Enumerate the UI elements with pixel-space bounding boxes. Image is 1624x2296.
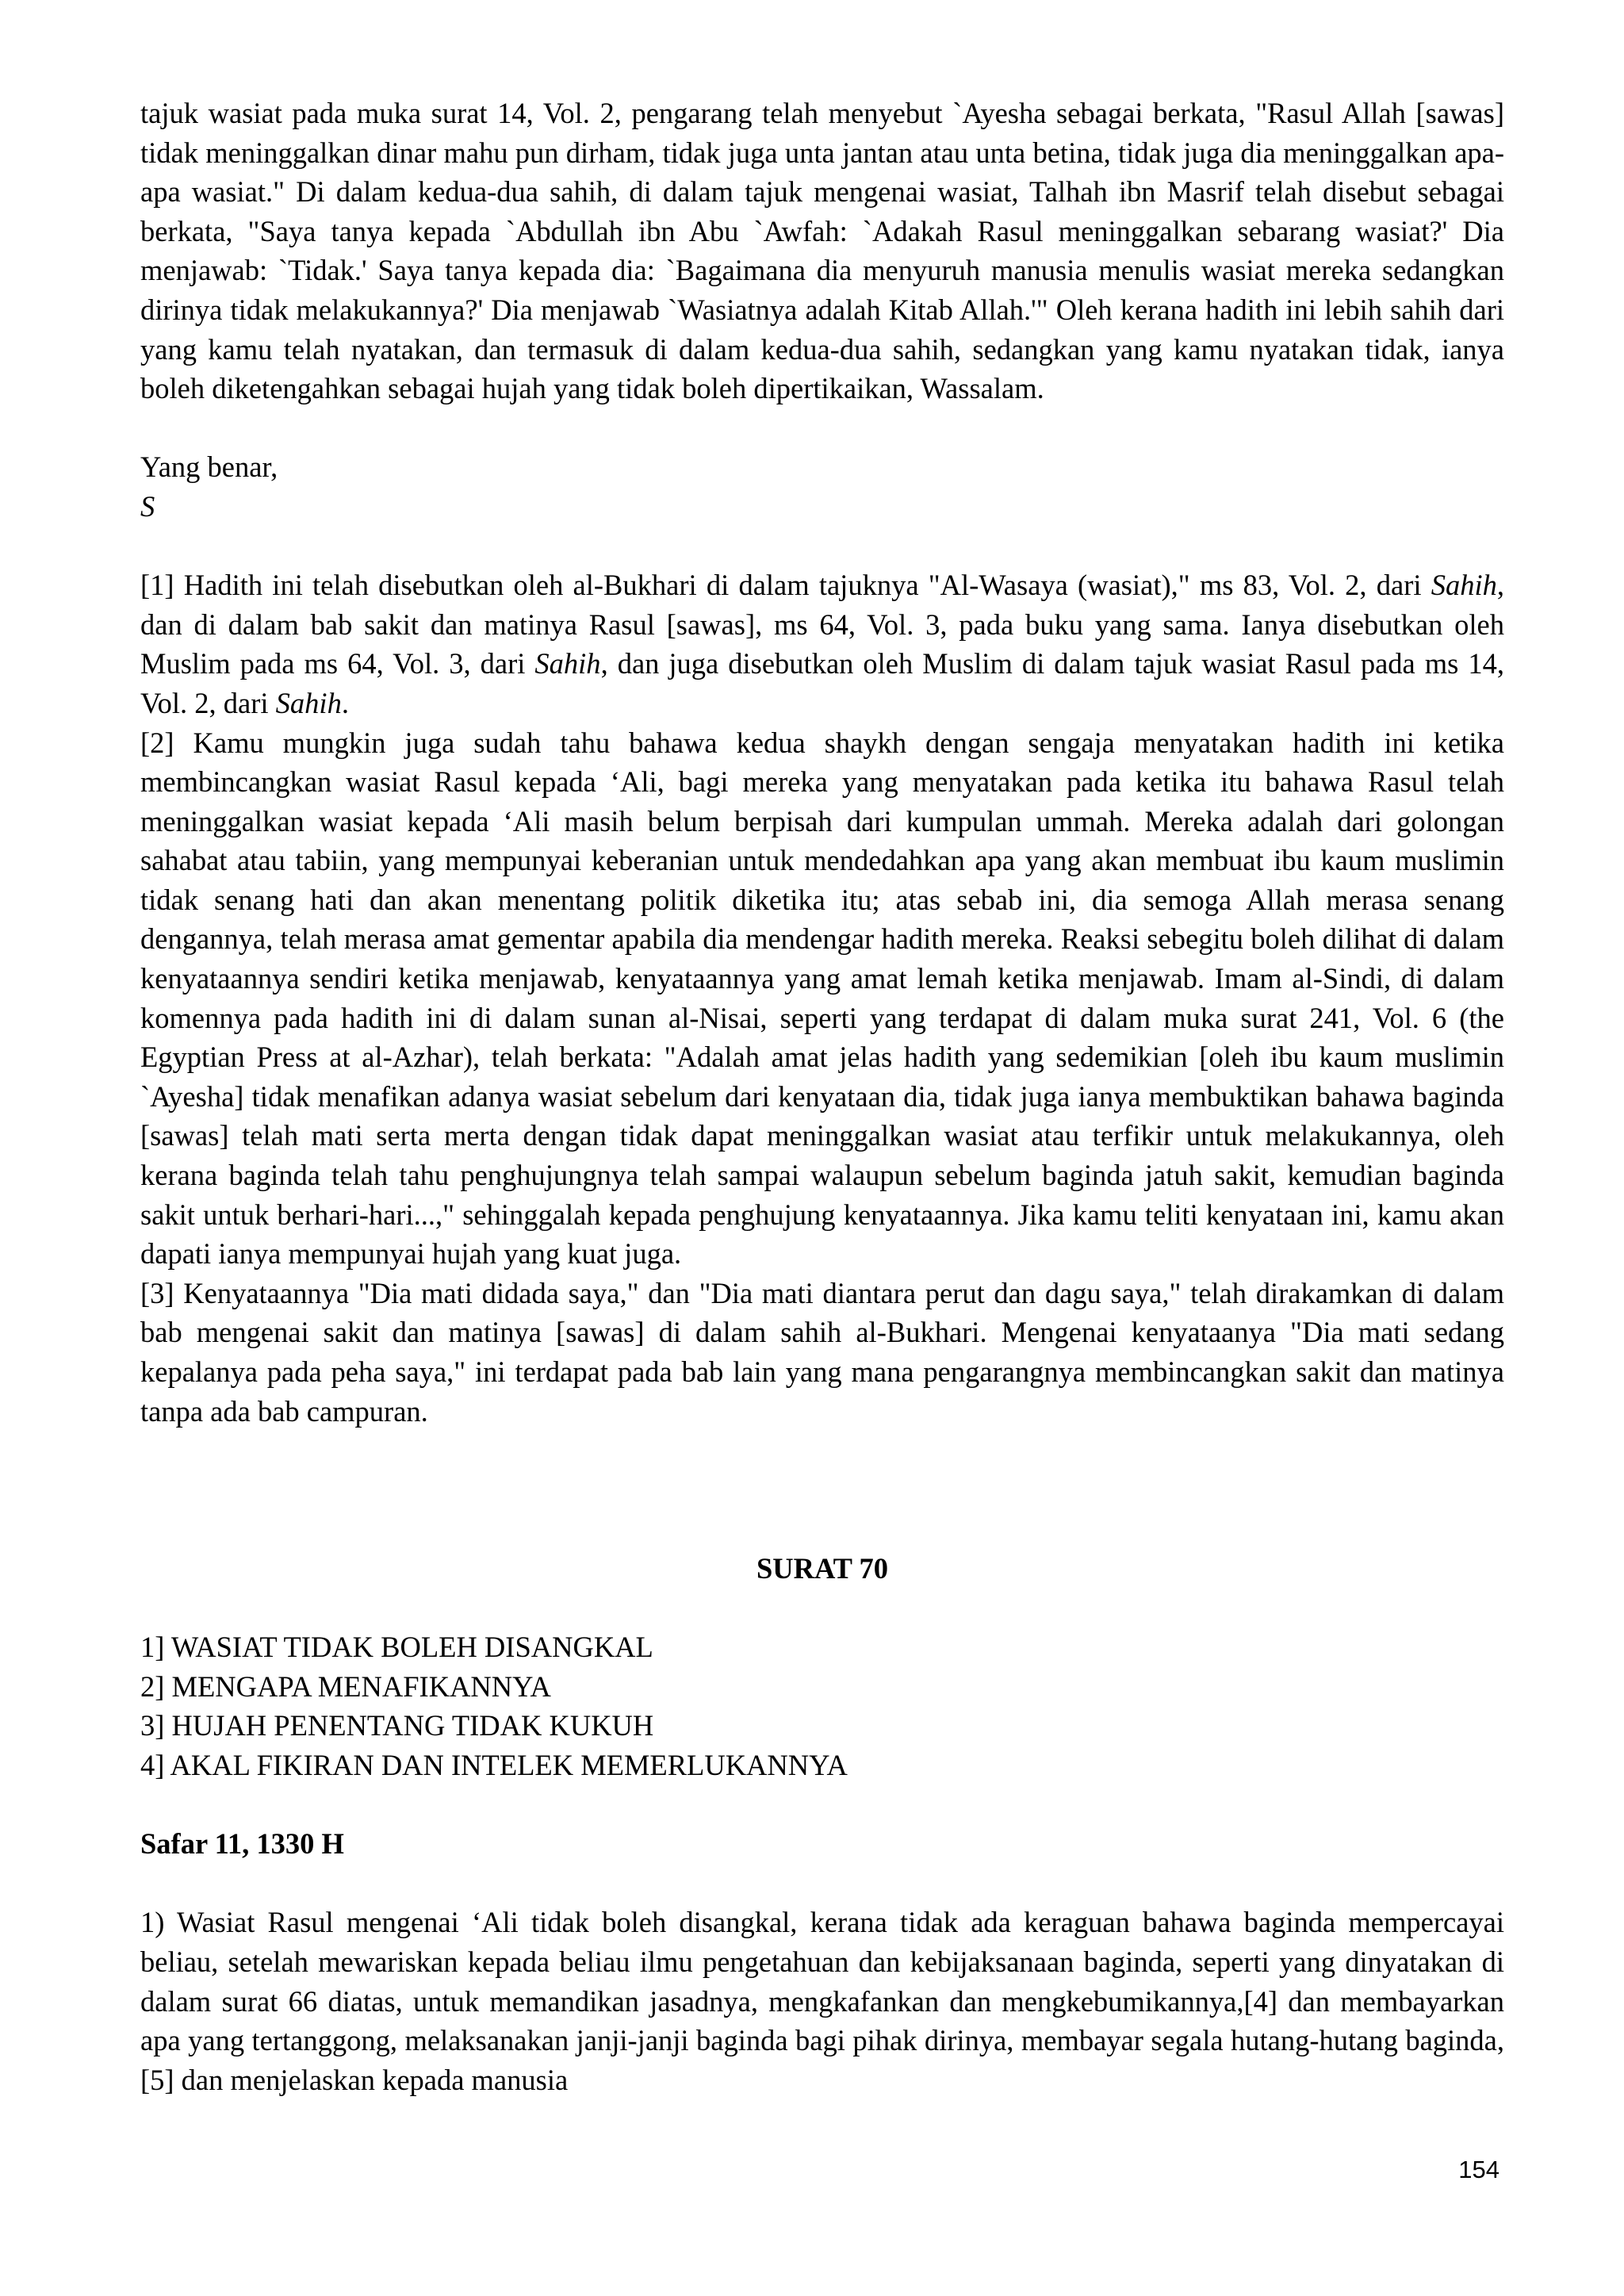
topic-list: [140, 1627, 1504, 1784]
footnote-1-text-b: , dan di dalam bab sakit dan matinya Rasul [sawas], ms 64, Vol. 3, pada buku yang sama. Ianya disebutkan oleh Muslim pada ms 64, Vol. 3, dari: [140, 569, 1504, 680]
spacer: [140, 1785, 1504, 1825]
footnote-2: [2] Kamu mungkin juga sudah tahu bahawa kedua shaykh dengan sengaja menyatakan hadith ini ketika membincangkan wasiat Rasul kepada ‘Ali, bagi mereka yang menyatakan pada ketika itu bahawa Rasul telah meninggalkan wasiat kepada ‘Ali masih belum berpisah dari kumpulan ummah. Mereka adalah dari golongan sahabat atau tabiin, yang mempunyai keberanian untuk mendedahkan apa yang akan membuat ibu kaum muslimin tidak senang hati dan akan menentang politik diketika itu; atas sebab ini, dia semoga Allah merasa senang dengannya, telah merasa amat gementar apabila dia mendengar hadith mereka. Reaksi sebegitu boleh dilihat di dalam kenyataannya sendiri ketika menjawab, kenyataannya yang amat lemah ketika menjawab. Imam al-Sindi, di dalam komennya pada hadith ini di dalam sunan al-Nisai, seperti yang terdapat di dalam muka surat 241, Vol. 6 (the Egyptian Press at al-Azhar), telah berkata: "Adalah amat jelas hadith yang sedemikian [oleh ibu kaum muslimin `Ayesha] tidak menafikan adanya wasiat sebelum dari kenyataan dia, tidak juga ianya membuktikan bahawa baginda [sawas] telah mati serta merta dengan tidak dapat meninggalkan wasiat atau terfikir untuk melakukannya, oleh kerana baginda telah tahu penghujungnya telah sampai walaupun sebelum baginda jatuh sakit, kemudian baginda sakit untuk berhari-hari...," sehinggalah kepada penghujung kenyataannya. Jika kamu teliti kenyataan ini, kamu akan dapati ianya mempunyai hujah yang kuat juga.: [140, 726, 1504, 1271]
section-body-paragraph: 1) Wasiat Rasul mengenai ‘Ali tidak boleh disangkal, kerana tidak ada keraguan bahawa baginda mempercayai beliau, setelah mewariskan kepada beliau ilmu pengetahuan dan kebijaksanaan baginda, seperti yang dinyatakan di dalam surat 66 diatas, untuk memandikan jasadnya, mengkafankan dan mengkebumikannya,[4] dan membayarkan apa yang tertanggong, melaksanakan janji-janji baginda bagi pihak dirinya, membayar segala hutang-hutang baginda,[5] dan menjelaskan kepada manusia: [140, 1906, 1504, 2096]
document-page: [140, 94, 1504, 2099]
letter-date: Safar 11, 1330 H: [140, 1827, 344, 1861]
footnote-1-book-title: Sahih: [275, 686, 342, 719]
spacer: [140, 1589, 1504, 1628]
footnote-1-text-c: , dan juga disebutkan oleh Muslim di dalam tajuk wasiat Rasul pada ms 14, Vol. 2, dari: [140, 647, 1504, 719]
letter-signature: S: [140, 489, 155, 523]
footnote-1: [140, 565, 1504, 723]
footnote-3: [3] Kenyataannya "Dia mati didada saya," dan "Dia mati diantara perut dan dagu saya," telah dirakamkan di dalam bab mengenai sakit dan matinya [sawas] di dalam sahih al-Bukhari. Mengenai kenyataanya "Dia mati sedang kepalanya pada peha saya," ini terdapat pada bab lain yang mana pengarangnya membincangkan sakit dan matinya tanpa ada bab campuran.: [140, 1276, 1504, 1428]
spacer: [140, 527, 1504, 566]
footnote-1-book-title: Sahih: [534, 647, 601, 680]
spacer: [140, 408, 1504, 448]
topic-item: 3] HUJAH PENENTANG TIDAK KUKUH: [140, 1709, 654, 1742]
section-title: SURAT 70: [756, 1551, 888, 1585]
spacer: [140, 1864, 1504, 1903]
footnote-1-text-d: .: [341, 686, 349, 719]
topic-item: 1] WASIAT TIDAK BOLEH DISANGKAL: [140, 1631, 653, 1664]
footnote-1-text-a: [1] Hadith ini telah disebutkan oleh al-Bukhari di dalam tajuknya "Al-Wasaya (wasiat)," ms 83, Vol. 2, dari: [140, 569, 1431, 602]
topic-item: 4] AKAL FIKIRAN DAN INTELEK MEMERLUKANNYA: [140, 1748, 848, 1781]
page-number: 154: [1458, 2156, 1500, 2183]
spacer: [140, 1431, 1504, 1549]
footnote-1-book-title: Sahih: [1431, 569, 1497, 602]
letter-body-paragraph: tajuk wasiat pada muka surat 14, Vol. 2, pengarang telah menyebut `Ayesha sebagai berkata, "Rasul Allah [sawas] tidak meninggalkan dinar mahu pun dirham, tidak juga unta jantan atau unta betina, tidak juga dia meninggalkan apa-apa wasiat." Di dalam kedua-dua sahih, di dalam tajuk mengenai wasiat, Talhah ibn Masrif telah disebut sebagai berkata, "Saya tanya kepada `Abdullah ibn Abu `Awfah: `Adakah Rasul meninggalkan sebarang wasiat?' Dia menjawab: `Tidak.' Saya tanya kepada dia: `Bagaimana dia menyuruh manusia menulis wasiat mereka sedangkan dirinya tidak melakukannya?' Dia menjawab `Wasiatnya adalah Kitab Allah.'" Oleh kerana hadith ini lebih sahih dari yang kamu telah nyatakan, dan termasuk di dalam kedua-dua sahih, sedangkan yang kamu nyatakan tidak, ianya boleh diketengahkan sebagai hujah yang tidak boleh dipertikaikan, Wassalam.: [140, 97, 1504, 405]
topic-item: 2] MENGAPA MENAFIKANNYA: [140, 1669, 551, 1703]
letter-closing: Yang benar,: [140, 450, 278, 484]
